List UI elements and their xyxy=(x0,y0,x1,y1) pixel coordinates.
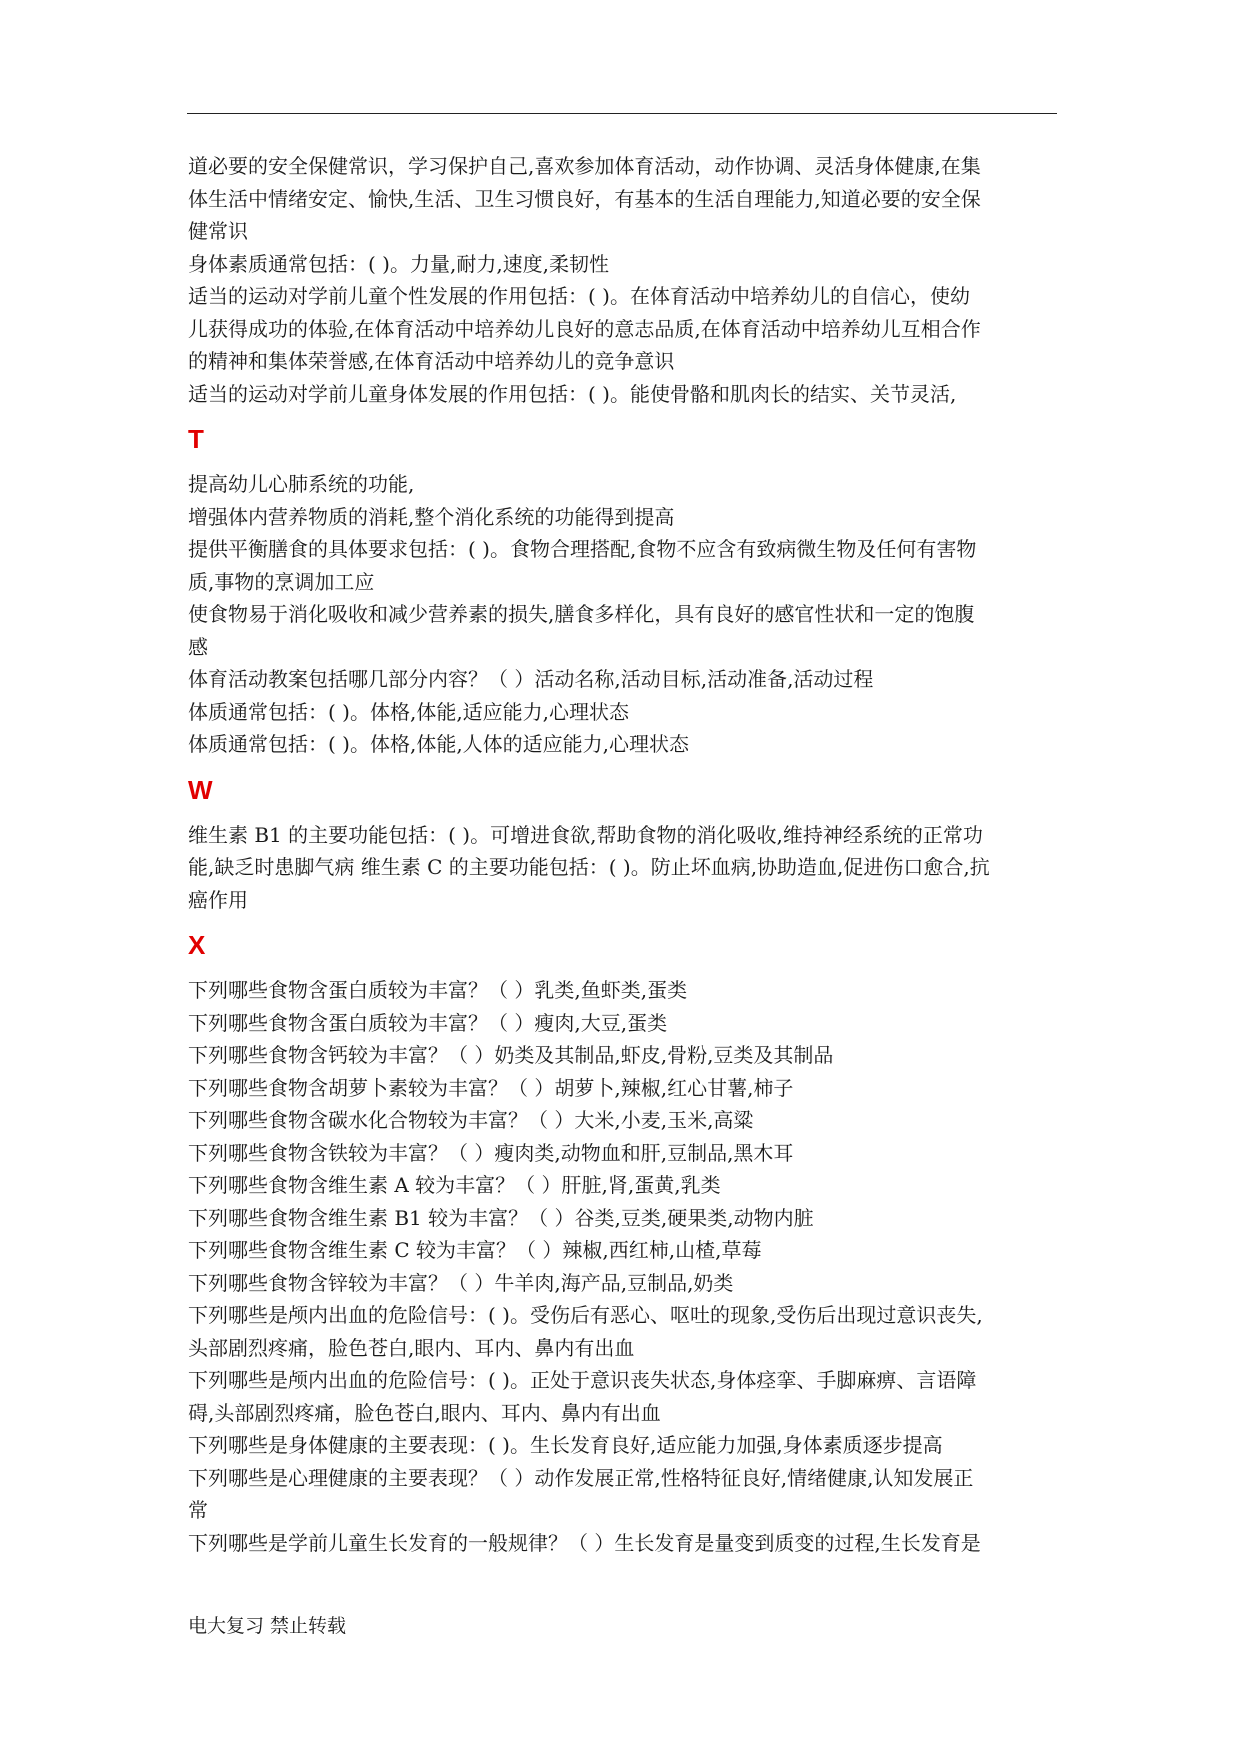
text-line: 下列哪些食物含铁较为丰富？（ ）瘦肉类,动物血和肝,豆制品,黑木耳 xyxy=(188,1140,794,1165)
text-line: 下列哪些食物含蛋白质较为丰富？（ ）乳类,鱼虾类,蛋类 xyxy=(188,978,688,1002)
header-rule xyxy=(187,113,1057,114)
text-line: 下列哪些食物含维生素 B1 较为丰富？（ ）谷类,豆类,硬果类,动物内脏 xyxy=(188,1205,814,1230)
text-line: 下列哪些是颅内出血的危险信号：( )。正处于意识丧失状态,身体痉挛、手脚麻痹、言语障 xyxy=(188,1368,977,1392)
section-t xyxy=(188,416,1063,761)
text-line: 能,缺乏时患脚气病 维生素 C 的主要功能包括：( )。防止坏血病,协助造血,促进伤口愈合,抗 xyxy=(188,855,990,879)
text-line: 维生素 B1 的主要功能包括：( )。可增进食欲,帮助食物的消化吸收,维持神经系统的正常功 xyxy=(188,822,983,847)
section-continuation xyxy=(188,150,1063,410)
text-line: 头部剧烈疼痛，脸色苍白,眼内、耳内、鼻内有出血 xyxy=(188,1335,635,1360)
text-line: 提供平衡膳食的具体要求包括：( )。食物合理搭配,食物不应含有致病微生物及任何有害物 xyxy=(188,537,977,561)
text-line: 下列哪些是身体健康的主要表现：( )。生长发育良好,适应能力加强,身体素质逐步提高 xyxy=(188,1433,943,1457)
text-line: 适当的运动对学前儿童个性发展的作用包括：( )。在体育活动中培养幼儿的自信心，使幼 xyxy=(188,284,970,308)
section-heading: W xyxy=(188,774,213,805)
section-heading: X xyxy=(188,930,206,960)
section-x xyxy=(188,922,1063,1559)
text-line: 体生活中情绪安定、愉快,生活、卫生习惯良好，有基本的生活自理能力,知道必要的安全保 xyxy=(188,186,981,211)
document-body xyxy=(188,150,1063,1559)
text-line: 癌作用 xyxy=(188,887,248,912)
text-line: 常 xyxy=(188,1498,208,1522)
text-line: 体质通常包括：( )。体格,体能,人体的适应能力,心理状态 xyxy=(188,732,690,756)
text-line: 体育活动教案包括哪几部分内容？（ ）活动名称,活动目标,活动准备,活动过程 xyxy=(188,667,874,691)
text-line: 下列哪些是颅内出血的危险信号：( )。受伤后有恶心、呕吐的现象,受伤后出现过意识丧失, xyxy=(188,1303,983,1327)
text-line: 下列哪些是学前儿童生长发育的一般规律？（ ）生长发育是量变到质变的过程,生长发育是 xyxy=(188,1530,981,1555)
text-line: 使食物易于消化吸收和减少营养素的损失,膳食多样化，具有良好的感官性状和一定的饱腹 xyxy=(188,602,975,626)
text-line: 感 xyxy=(188,634,208,659)
text-line: 体质通常包括：( )。体格,体能,适应能力,心理状态 xyxy=(188,699,630,724)
text-line: 适当的运动对学前儿童身体发展的作用包括：( )。能使骨骼和肌肉长的结实、关节灵活, xyxy=(188,381,957,406)
text-line: 道必要的安全保健常识，学习保护自己,喜欢参加体育活动，动作协调、灵活身体健康,在集 xyxy=(188,154,981,178)
text-line: 儿获得成功的体验,在体育活动中培养幼儿良好的意志品质,在体育活动中培养幼儿互相合作 xyxy=(188,316,981,341)
text-line: 下列哪些是心理健康的主要表现？（ ）动作发展正常,性格特征良好,情绪健康,认知发展正 xyxy=(188,1465,974,1490)
text-line: 下列哪些食物含蛋白质较为丰富？（ ）瘦肉,大豆,蛋类 xyxy=(188,1010,668,1035)
section-heading: T xyxy=(188,424,204,454)
text-line: 下列哪些食物含锌较为丰富？（ ）牛羊肉,海产品,豆制品,奶类 xyxy=(188,1270,734,1295)
text-line: 下列哪些食物含钙较为丰富？（ ）奶类及其制品,虾皮,骨粉,豆类及其制品 xyxy=(188,1043,834,1067)
text-line: 下列哪些食物含维生素 C 较为丰富？（ ）辣椒,西红柿,山楂,草莓 xyxy=(188,1238,762,1262)
text-line: 增强体内营养物质的消耗,整个消化系统的功能得到提高 xyxy=(188,504,675,529)
page-footer: 电大复习 禁止转载 xyxy=(188,1615,347,1637)
text-line: 质,事物的烹调加工应 xyxy=(188,569,375,594)
text-line: 下列哪些食物含碳水化合物较为丰富？（ ）大米,小麦,玉米,高粱 xyxy=(188,1108,754,1132)
text-line: 提高幼儿心肺系统的功能, xyxy=(188,472,415,496)
text-line: 下列哪些食物含维生素 A 较为丰富？（ ）肝脏,肾,蛋黄,乳类 xyxy=(188,1173,721,1197)
text-line: 健常识 xyxy=(188,219,248,243)
text-line: 的精神和集体荣誉感,在体育活动中培养幼儿的竞争意识 xyxy=(188,349,675,373)
text-line: 碍,头部剧烈疼痛，脸色苍白,眼内、耳内、鼻内有出血 xyxy=(188,1400,661,1425)
text-line: 下列哪些食物含胡萝卜素较为丰富？（ ）胡萝卜,辣椒,红心甘薯,柿子 xyxy=(188,1075,794,1100)
section-w xyxy=(188,767,1063,917)
text-line: 身体素质通常包括：( )。力量,耐力,速度,柔韧性 xyxy=(188,251,610,276)
